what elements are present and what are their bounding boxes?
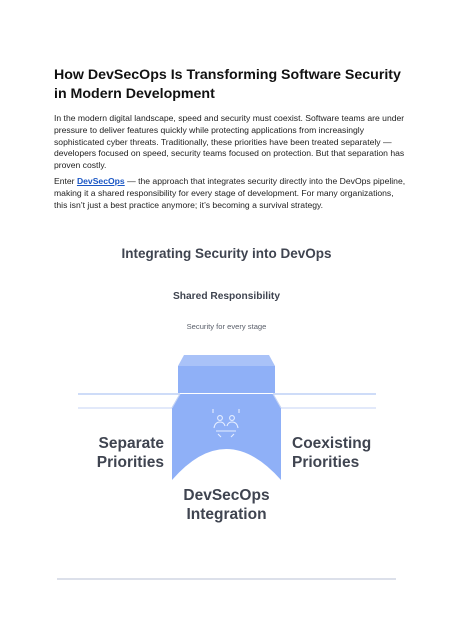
devsecops-link[interactable]: DevSecOps <box>76 176 125 186</box>
article-title: How DevSecOps Is Transforming Software Security in Modern Development <box>54 67 401 102</box>
coexisting-priorities-label: Coexisting Priorities <box>292 435 372 471</box>
shared-responsibility-sublabel: Security for every stage <box>186 322 267 331</box>
shared-responsibility-label: Shared Responsibility <box>173 291 280 302</box>
paragraph-prefix: Enter <box>54 176 77 186</box>
intro-paragraph: In the modern digital landscape, speed and security must coexist. Software teams are under pressure to deliver features quickly while protecting applications from increasingly sophisticated cyber threats. Traditionally, these priorities have been treated separately — developers focused on speed, security teams focused on protection. But that separation has proven costly. <box>54 113 405 171</box>
devsecops-integration-label: DevSecOps Integration <box>183 487 270 523</box>
figure-title: Integrating Security into DevOps <box>121 246 332 261</box>
separate-priorities-label: Separate Priorities <box>96 435 164 471</box>
paragraph-suffix: — the approach that integrates security directly into the DevOps pipeline, making it a shared responsibility for every stage of development. For many organizations, this isn’t just a best practice anymore; it’s becoming a survival strategy. <box>54 176 406 210</box>
